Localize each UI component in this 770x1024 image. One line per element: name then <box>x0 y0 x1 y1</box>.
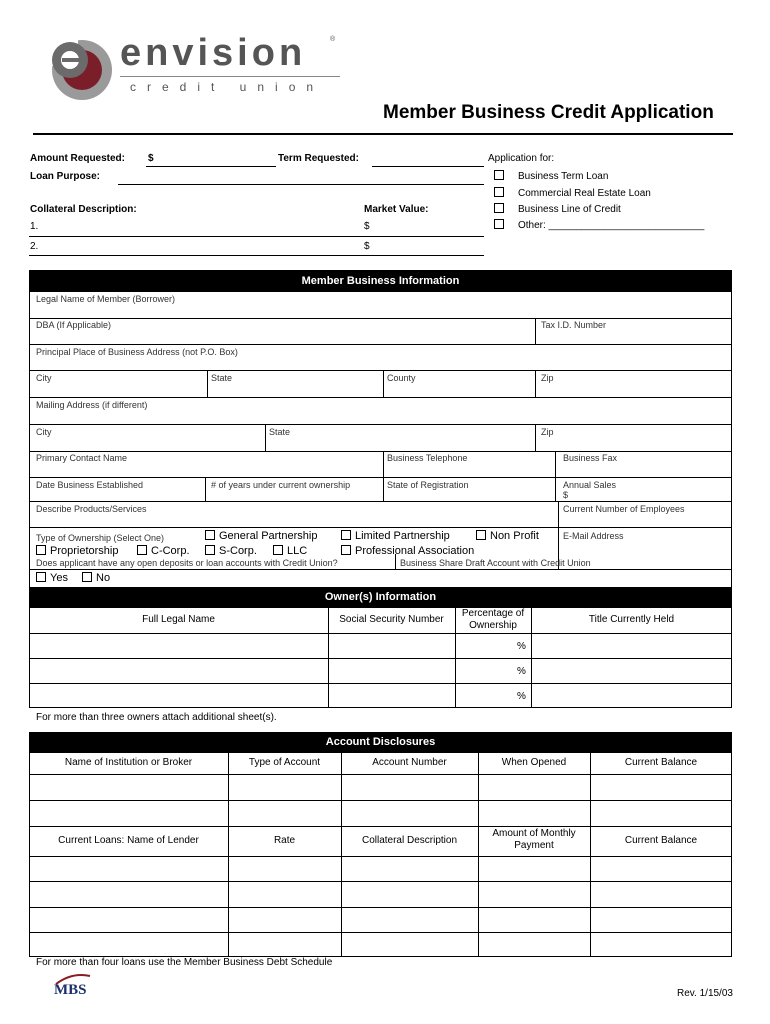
established-label: Date Business Established <box>36 480 144 490</box>
checkbox[interactable] <box>494 203 504 213</box>
owners-col-pct: Percentage of Ownership <box>461 608 525 631</box>
annual-sales-label: Annual Sales <box>563 480 617 490</box>
email-label: E-Mail Address <box>563 531 624 541</box>
accounts-note: For more than four loans use the Member Business Debt Schedule <box>36 957 333 968</box>
accounts-table <box>29 752 732 957</box>
own-nonprofit[interactable]: Non Profit <box>476 530 539 542</box>
answer-no[interactable]: No <box>82 572 110 584</box>
loan-col-balance: Current Balance <box>624 835 698 846</box>
logo-trademark: ® <box>330 36 336 43</box>
checkbox[interactable] <box>341 530 351 540</box>
term-label: Term Requested: <box>278 153 359 164</box>
checkbox[interactable] <box>476 530 486 540</box>
market-value-1-input[interactable] <box>374 219 482 233</box>
mailing-city-label: City <box>36 427 52 437</box>
option-term-loan[interactable]: Business Term Loan <box>494 170 608 182</box>
option-real-estate[interactable]: Commercial Real Estate Loan <box>494 187 651 199</box>
answer-yes[interactable]: Yes <box>36 572 68 584</box>
county-label: County <box>387 373 416 383</box>
revision: Rev. 1/15/03 <box>677 988 733 999</box>
market-value-1: $ <box>364 221 370 232</box>
own-proprietorship[interactable]: Proprietorship <box>36 545 118 557</box>
own-limited[interactable]: Limited Partnership <box>341 530 450 542</box>
amount-input[interactable] <box>158 151 276 165</box>
checkbox[interactable] <box>494 219 504 229</box>
checkbox[interactable] <box>205 545 215 555</box>
zip-label: Zip <box>541 373 554 383</box>
collateral-1-input[interactable] <box>44 219 354 233</box>
logo-mark-icon <box>44 32 114 102</box>
market-value-label: Market Value: <box>364 204 429 215</box>
state-label: State <box>211 373 233 383</box>
pct-sign-2: % <box>517 666 526 677</box>
acct-col-institution: Name of Institution or Broker <box>64 757 193 768</box>
market-value-2-input[interactable] <box>374 239 482 253</box>
checkbox[interactable] <box>494 170 504 180</box>
option-other[interactable]: Other: ____________________________ <box>494 219 704 231</box>
years-ownership-label: # of years under current ownership <box>211 480 351 490</box>
ownership-type-label: Type of Ownership (Select One) <box>36 533 165 543</box>
page-title: Member Business Credit Application <box>383 102 714 123</box>
pct-sign-1: % <box>517 641 526 652</box>
city-label: City <box>36 373 52 383</box>
business-section-title: Member Business Information <box>29 270 732 292</box>
annual-sales-dollar: $ <box>563 490 569 500</box>
checkbox[interactable] <box>36 545 46 555</box>
legal-name-input[interactable] <box>36 305 726 317</box>
tax-id-label: Tax I.D. Number <box>541 320 607 330</box>
loan-col-lender: Current Loans: Name of Lender <box>58 835 199 846</box>
accounts-section-title: Account Disclosures <box>29 732 732 752</box>
acct-col-number: Account Number <box>372 757 447 768</box>
owners-col-name: Full Legal Name <box>142 614 215 625</box>
logo <box>40 30 340 105</box>
market-value-2: $ <box>364 241 370 252</box>
collateral-row-2: 2. <box>30 241 39 252</box>
own-s-corp[interactable]: S-Corp. <box>205 545 257 557</box>
owners-section-title: Owner(s) Information <box>29 587 732 607</box>
acct-col-type: Type of Account <box>248 757 321 768</box>
deposits-question: Does applicant have any open deposits or loan accounts with Credit Union? <box>36 558 338 568</box>
acct-col-opened: When Opened <box>501 757 567 768</box>
loan-col-rate: Rate <box>273 835 296 846</box>
owners-col-ssn: Social Security Number <box>339 614 444 625</box>
registration-label: State of Registration <box>387 480 469 490</box>
mailing-zip-label: Zip <box>541 427 554 437</box>
owners-col-title: Title Currently Held <box>588 614 675 625</box>
contact-label: Primary Contact Name <box>36 453 128 463</box>
mbs-text: MBS <box>54 982 87 998</box>
fax-label: Business Fax <box>563 453 618 463</box>
share-draft-label: Business Share Draft Account with Credit Union <box>400 558 591 568</box>
checkbox[interactable] <box>341 545 351 555</box>
purpose-input[interactable] <box>122 169 482 183</box>
loan-col-collateral: Collateral Description <box>361 835 458 846</box>
telephone-label: Business Telephone <box>387 453 468 463</box>
option-line-of-credit[interactable]: Business Line of Credit <box>494 203 621 215</box>
mailing-state-label: State <box>269 427 291 437</box>
mbs-logo <box>50 972 110 1002</box>
collateral-label: Collateral Description: <box>30 204 137 215</box>
checkbox[interactable] <box>36 572 46 582</box>
term-input[interactable] <box>374 151 482 165</box>
checkbox[interactable] <box>82 572 92 582</box>
mailing-address-label: Mailing Address (if different) <box>36 400 148 410</box>
checkbox[interactable] <box>273 545 283 555</box>
logo-name: envision <box>120 32 307 74</box>
pct-sign-3: % <box>517 691 526 702</box>
acct-col-balance: Current Balance <box>624 757 698 768</box>
own-c-corp[interactable]: C-Corp. <box>137 545 190 557</box>
principal-address-label: Principal Place of Business Address (not P.O. Box) <box>36 347 238 357</box>
loan-col-payment: Amount of Monthly Payment <box>492 828 576 851</box>
own-general[interactable]: General Partnership <box>205 530 317 542</box>
checkbox[interactable] <box>137 545 147 555</box>
own-llc[interactable]: LLC <box>273 545 307 557</box>
checkbox[interactable] <box>494 187 504 197</box>
describe-label: Describe Products/Services <box>36 504 147 514</box>
dba-label: DBA (If Applicable) <box>36 320 112 330</box>
owners-note: For more than three owners attach additional sheet(s). <box>36 712 277 723</box>
amount-dollar: $ <box>148 153 154 164</box>
checkbox[interactable] <box>205 530 215 540</box>
logo-subtitle: credit union <box>130 80 325 94</box>
collateral-row-1: 1. <box>30 221 39 232</box>
collateral-2-input[interactable] <box>44 239 354 253</box>
legal-name-label: Legal Name of Member (Borrower) <box>36 294 176 304</box>
employees-label: Current Number of Employees <box>563 504 685 514</box>
purpose-label: Loan Purpose: <box>30 171 101 182</box>
application-for-label: Application for: <box>488 153 555 164</box>
own-professional[interactable]: Professional Association <box>341 545 474 557</box>
amount-label: Amount Requested: <box>30 153 125 164</box>
